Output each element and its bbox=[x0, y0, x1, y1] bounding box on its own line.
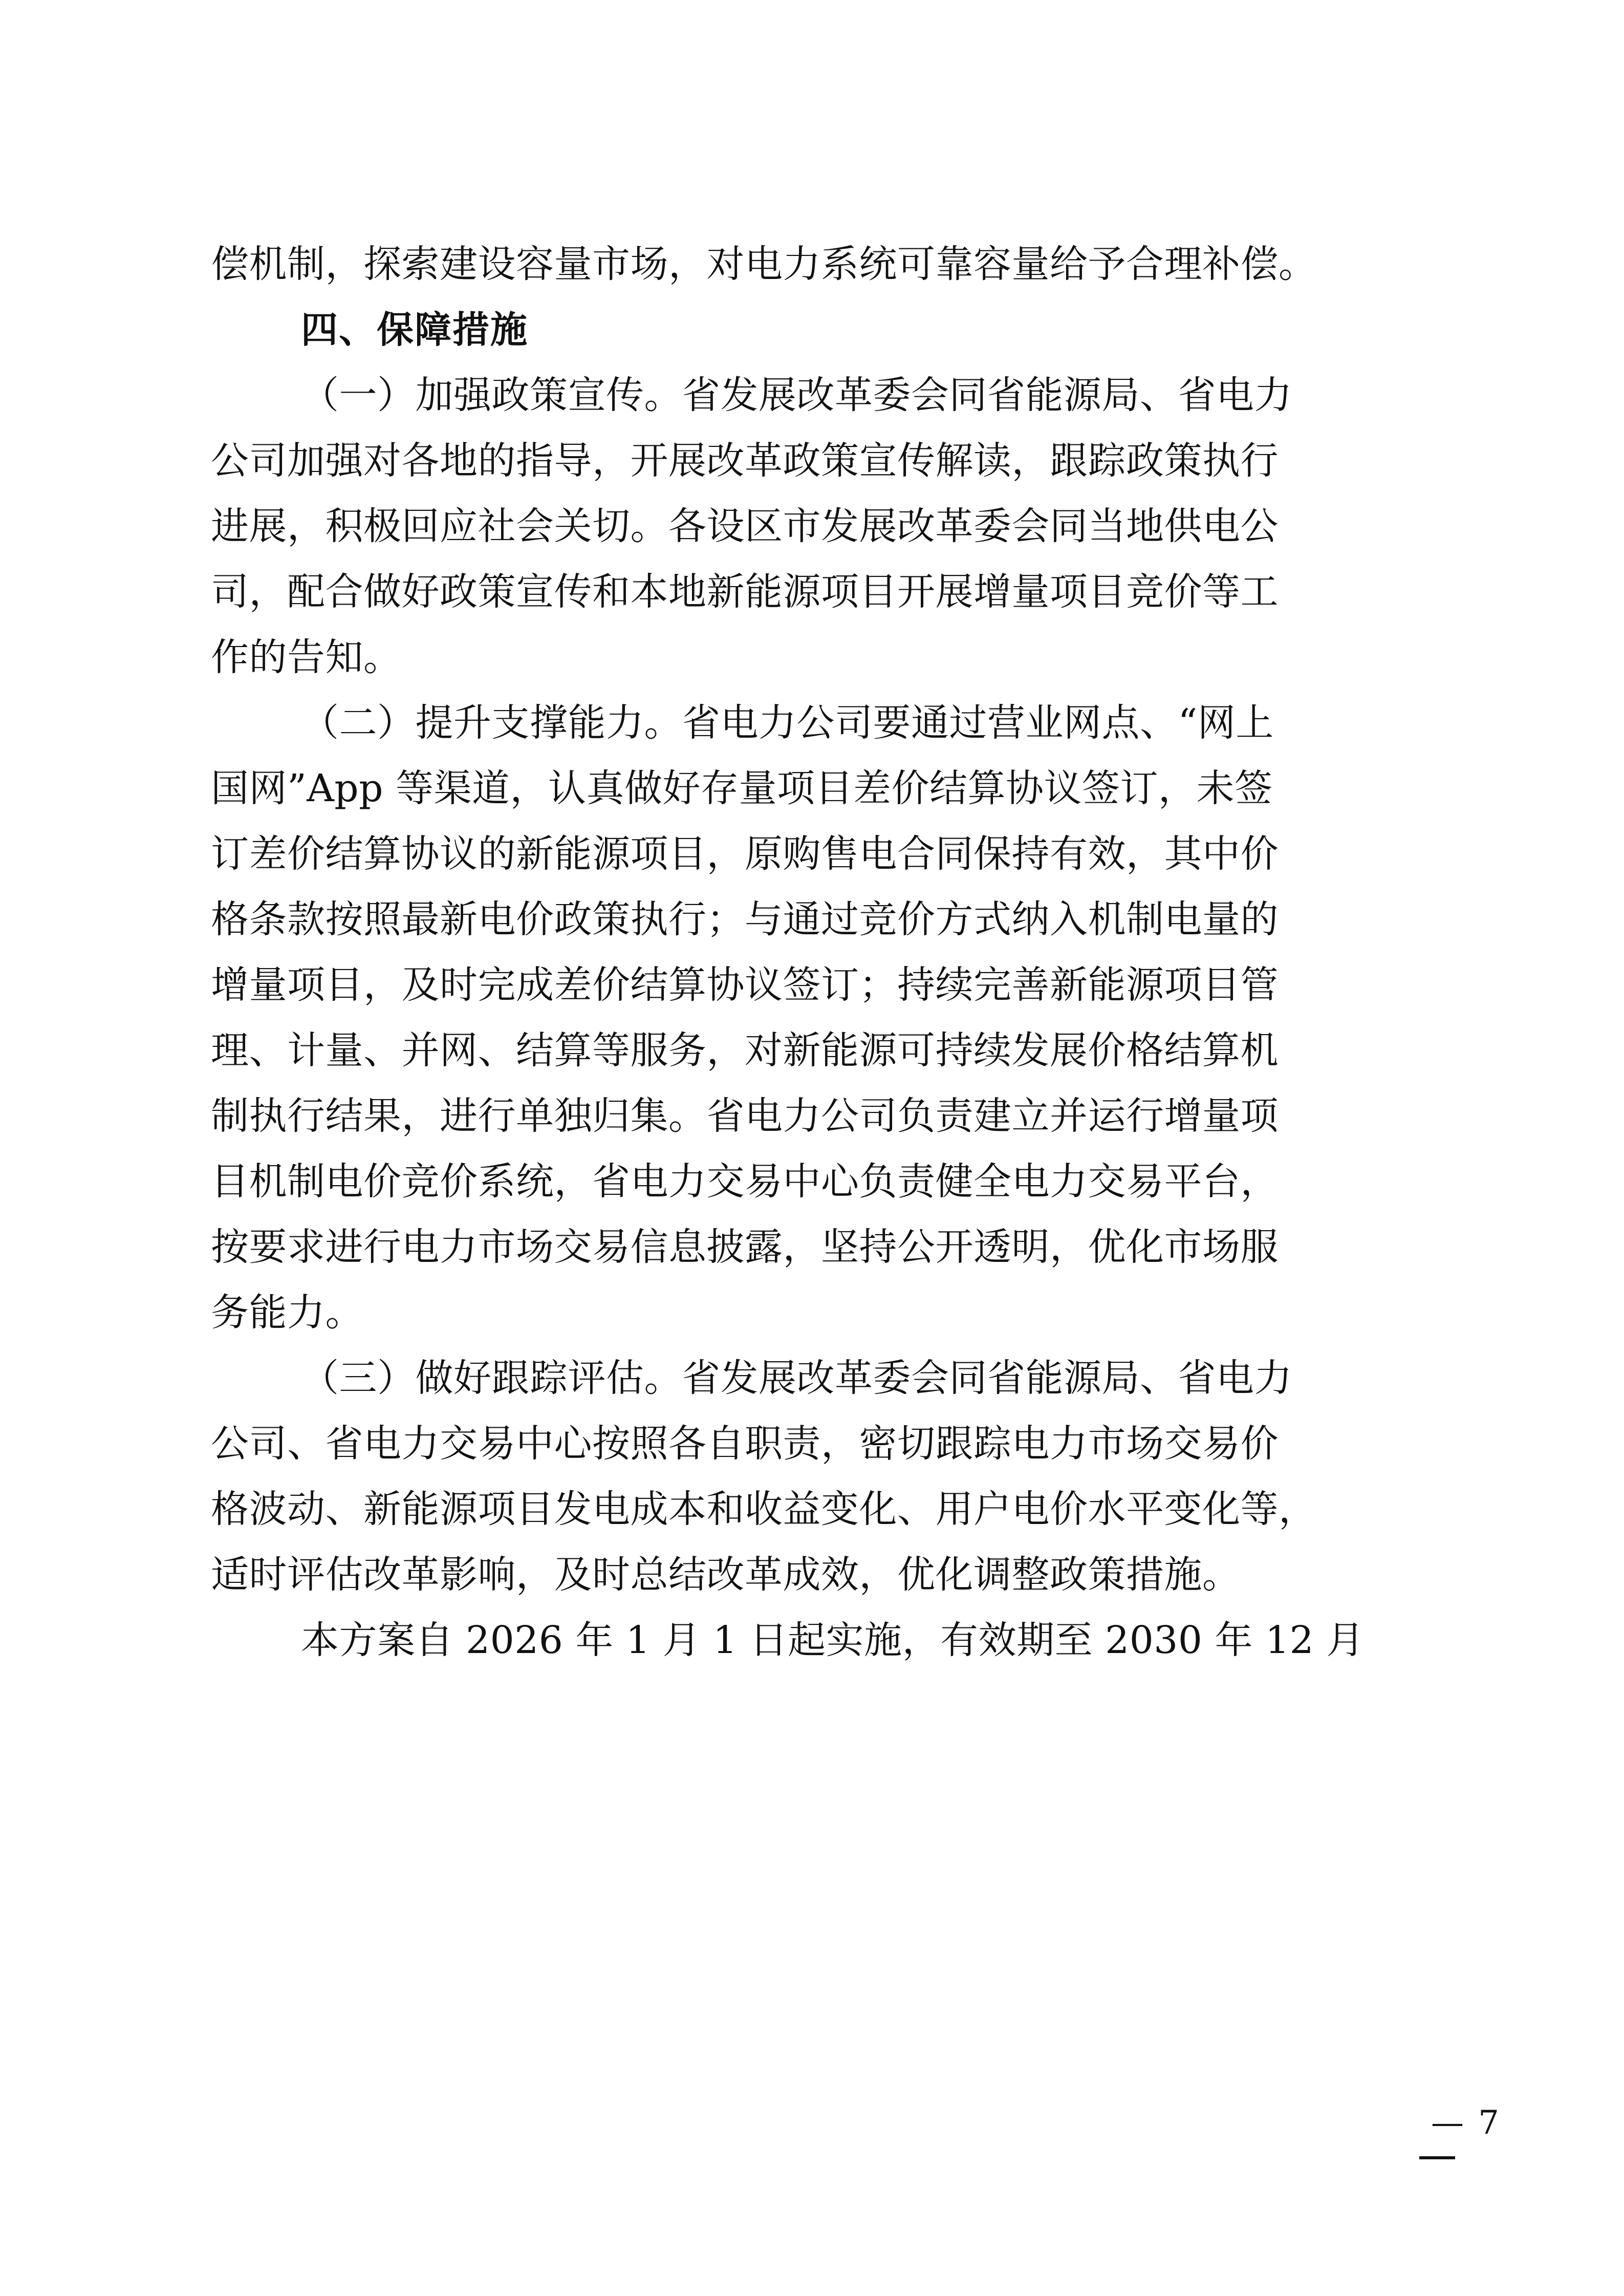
subsection-paragraph-start-yi: （一）加强政策宣传。省发展改革委会同省能源局、省电力 bbox=[301, 373, 1292, 417]
folio-rule bbox=[1419, 2156, 1455, 2159]
subsection-paragraph-start-er: （二）提升支撑能力。省电力公司要通过营业网点、“网上 bbox=[301, 701, 1274, 745]
page-number: — 7 bbox=[1431, 2104, 1501, 2142]
body-line: 国网”App 等渠道，认真做好存量项目差价结算协议签订，未签 bbox=[211, 766, 1273, 810]
body-line: 格波动、新能源项目发电成本和收益变化、用户电价水平变化等， bbox=[211, 1487, 1317, 1531]
body-line: 适时评估改革影响，及时总结改革成效，优化调整政策措施。 bbox=[211, 1553, 1241, 1597]
body-line: 进展，积极回应社会关切。各设区市发展改革委会同当地供电公 bbox=[211, 504, 1279, 548]
body-line: 公司、省电力交易中心按照各自职责，密切跟踪电力市场交易价 bbox=[211, 1422, 1279, 1466]
body-line: 司，配合做好政策宣传和本地新能源项目开展增量项目竞价等工 bbox=[211, 570, 1279, 614]
body-line: 偿机制，探索建设容量市场，对电力系统可靠容量给予合理补偿。 bbox=[211, 242, 1317, 286]
section-heading-baozhang-cuoshi: 四、保障措施 bbox=[301, 308, 529, 351]
body-line: 公司加强对各地的指导，开展改革政策宣传解读，跟踪政策执行 bbox=[211, 439, 1279, 483]
body-line: 增量项目，及时完成差价结算协议签订；持续完善新能源项目管 bbox=[211, 963, 1279, 1007]
body-line: 订差价结算协议的新能源项目，原购售电合同保持有效，其中价 bbox=[211, 832, 1279, 876]
document-body bbox=[211, 231, 1423, 1673]
body-line: 格条款按照最新电价政策执行；与通过竞价方式纳入机制电量的 bbox=[211, 897, 1279, 941]
subsection-paragraph-start-san: （三）做好跟踪评估。省发展改革委会同省能源局、省电力 bbox=[301, 1356, 1292, 1400]
page-folio bbox=[0, 2104, 1624, 2142]
body-line: 作的告知。 bbox=[211, 635, 402, 679]
body-line: 目机制电价竞价系统，省电力交易中心负责健全电力交易平台， bbox=[211, 1160, 1279, 1204]
body-line: 务能力。 bbox=[211, 1291, 363, 1335]
body-line: 按要求进行电力市场交易信息披露，坚持公开透明，优化市场服 bbox=[211, 1225, 1279, 1269]
body-line: 制执行结果，进行单独归集。省电力公司负责建立并运行增量项 bbox=[211, 1094, 1279, 1138]
body-line: 理、计量、并网、结算等服务，对新能源可持续发展价格结算机 bbox=[211, 1028, 1279, 1072]
closing-paragraph: 本方案自 2026 年 1 月 1 日起实施，有效期至 2030 年 12 月 bbox=[301, 1618, 1365, 1662]
